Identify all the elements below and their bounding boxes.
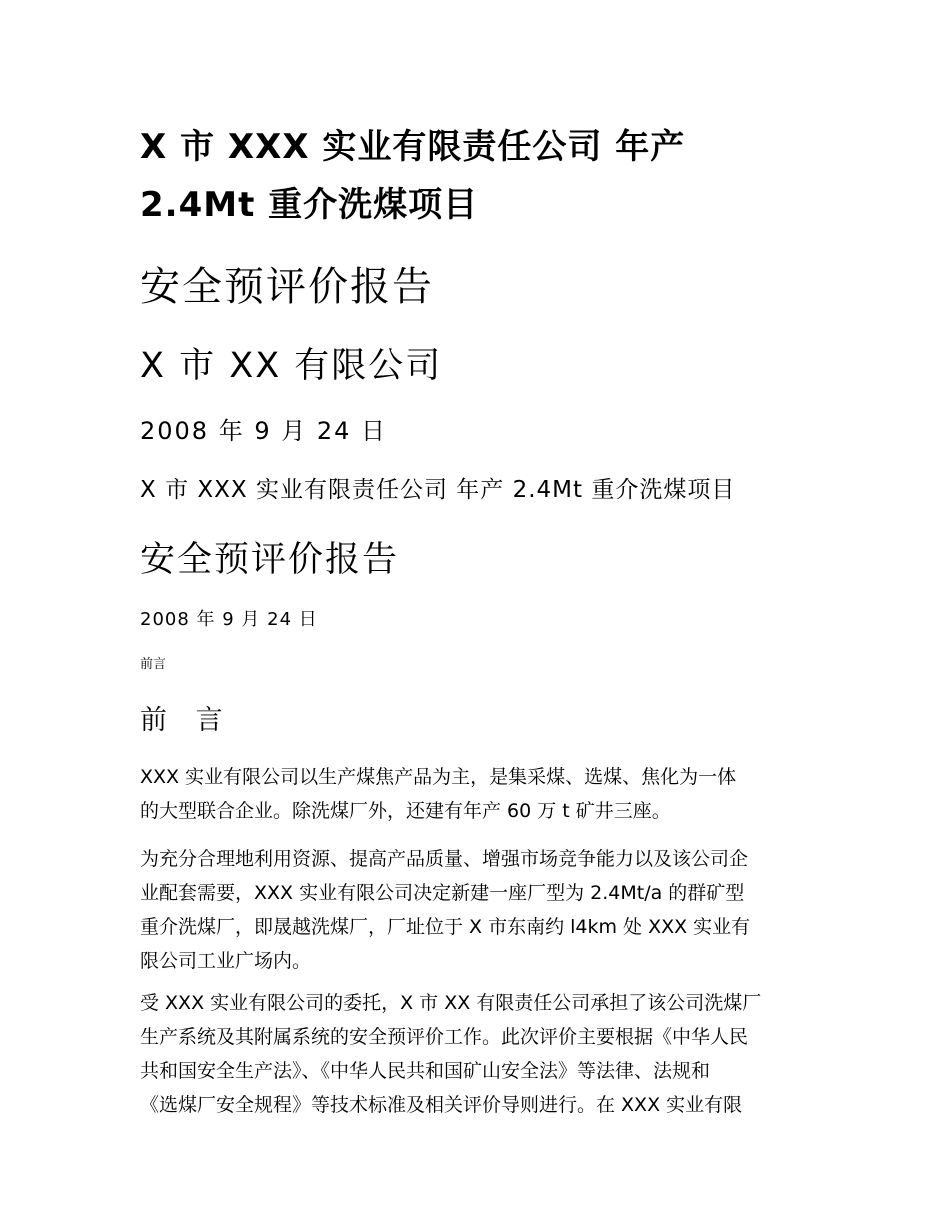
paragraph-line: 限公司工业广场内。 <box>140 950 312 972</box>
preface-heading: 前 言 <box>140 705 233 736</box>
paragraph-line: 业配套需要，XXX 实业有限公司决定新建一座厂型为 2.4Mt/a 的群矿型 <box>140 882 745 904</box>
paragraph-line: 生产系统及其附属系统的安全预评价工作。此次评价主要根据《中华人民 <box>140 1026 749 1048</box>
cover-company: X 市 XX 有限公司 <box>140 346 443 386</box>
paragraph-line: 受 XXX 实业有限公司的委托，X 市 XX 有限责任公司承担了该公司洗煤厂 <box>140 992 762 1014</box>
paragraph-line: 《选煤厂安全规程》等技术标准及相关评价导则进行。在 XXX 实业有限 <box>140 1094 743 1116</box>
preface-paragraph-1 <box>140 760 820 828</box>
paragraph-line: 共和国安全生产法》、《中华人民共和国矿山安全法》等法律、法规和 <box>140 1060 711 1082</box>
cover-title-line-1: X 市 XXX 实业有限责任公司 年产 <box>140 127 686 167</box>
paragraph-line: 重介洗煤厂，即晟越洗煤厂，厂址位于 X 市东南约 l4km 处 XXX 实业有 <box>140 916 751 938</box>
paragraph-line: XXX 实业有限公司以生产煤焦产品为主，是集采煤、选煤、焦化为一体 <box>140 766 737 788</box>
preface-paragraph-3 <box>140 986 820 1122</box>
paragraph-line: 的大型联合企业。除洗煤厂外，还建有年产 60 万 t 矿井三座。 <box>140 800 671 822</box>
paragraph-line: 为充分合理地利用资源、提高产品质量、增强市场竞争能力以及该公司企 <box>140 848 749 870</box>
toc-label: 前言 <box>140 657 167 672</box>
cover-title-line-2: 2.4Mt 重介洗煤项目 <box>140 185 479 225</box>
repeat-date: 2008 年 9 月 24 日 <box>140 609 318 630</box>
cover-date: 2008 年 9 月 24 日 <box>140 417 388 445</box>
repeat-subtitle: X 市 XXX 实业有限责任公司 年产 2.4Mt 重介洗煤项目 <box>140 477 736 503</box>
preface-paragraph-2 <box>140 842 820 978</box>
repeat-report-title: 安全预评价报告 <box>140 540 400 580</box>
cover-report-title: 安全预评价报告 <box>140 264 434 310</box>
